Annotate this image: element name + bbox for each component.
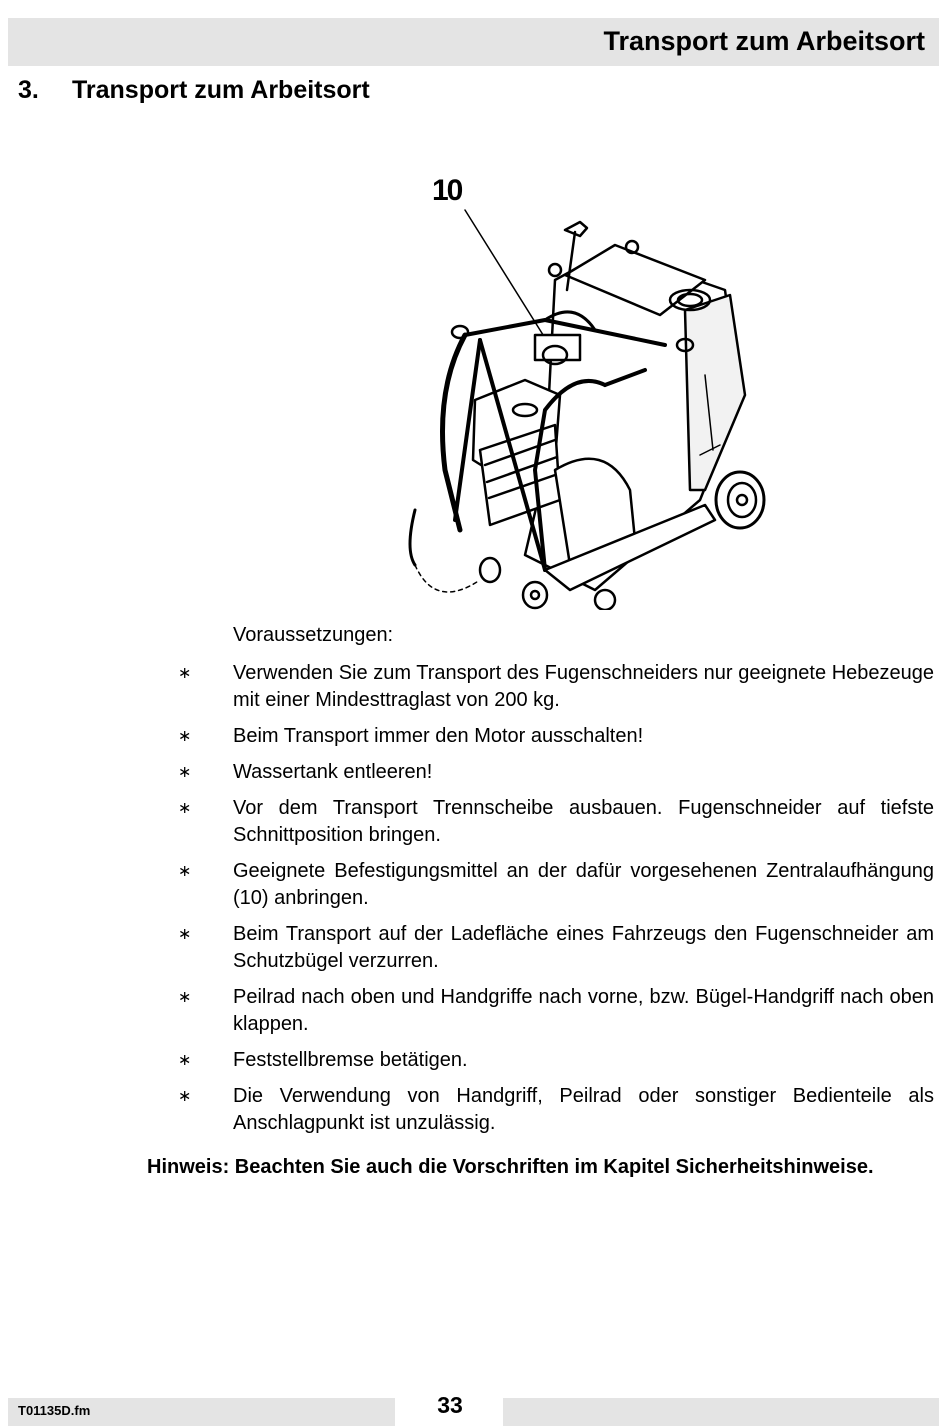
list-item xyxy=(178,723,934,750)
list-item-text: Die Verwendung von Handgriff, Peilrad oder sonstiger Bedienteile als Anschlagpunkt ist unzulässig. xyxy=(233,1085,934,1134)
list-item xyxy=(178,858,934,912)
list-item xyxy=(178,759,934,786)
bullet-asterisk: ∗ xyxy=(178,665,192,682)
list-item xyxy=(178,1083,934,1137)
bullet-asterisk: ∗ xyxy=(178,926,192,943)
list-item xyxy=(178,660,934,714)
prerequisites-list xyxy=(178,660,934,1146)
list-item-text: Feststellbremse betätigen. xyxy=(233,1049,468,1071)
bullet-asterisk: ∗ xyxy=(178,989,192,1006)
joint-cutter-illustration xyxy=(395,170,795,610)
list-item-text: Vor dem Transport Trennscheibe ausbauen. Fugenschneider auf tiefste Schnittposition bringen. xyxy=(233,797,934,846)
list-item-text: Beim Transport immer den Motor ausschalten! xyxy=(233,725,644,747)
bullet-asterisk: ∗ xyxy=(178,863,192,880)
bullet-asterisk: ∗ xyxy=(178,764,192,781)
footer-filename: T01135D.fm xyxy=(18,1403,91,1418)
bullet-asterisk: ∗ xyxy=(178,728,192,745)
figure-callout-label: 10 xyxy=(432,174,462,207)
list-item-text: Peilrad nach oben und Handgriffe nach vorne, bzw. Bügel-Handgriff nach oben klappen. xyxy=(233,986,934,1035)
header-title: Transport zum Arbeitsort xyxy=(603,26,925,56)
list-item xyxy=(178,921,934,975)
hint-note: Hinweis: Beachten Sie auch die Vorschriften im Kapitel Sicherheitshinweise. xyxy=(147,1156,874,1178)
bullet-asterisk: ∗ xyxy=(178,800,192,817)
section-heading xyxy=(18,76,370,105)
list-item-text: Wassertank entleeren! xyxy=(233,761,433,783)
page-number: 33 xyxy=(437,1392,463,1418)
prerequisites-label: Voraussetzungen: xyxy=(233,624,394,646)
list-item-text: Beim Transport auf der Ladefläche eines Fahrzeugs den Fugenschneider am Schutzbügel verzurren. xyxy=(233,923,934,972)
list-item xyxy=(178,1047,934,1074)
list-item xyxy=(178,795,934,849)
bullet-asterisk: ∗ xyxy=(178,1052,192,1069)
list-item-text: Geeignete Befestigungsmittel an der dafür vorgesehenen Zentralaufhängung (10) anbringen. xyxy=(233,860,934,909)
section-number: 3. xyxy=(18,76,39,104)
list-item-text: Verwenden Sie zum Transport des Fugenschneiders nur geeignete Hebezeuge mit einer Mindesttraglast von 200 kg. xyxy=(233,662,934,711)
bullet-asterisk: ∗ xyxy=(178,1088,192,1105)
section-title: Transport zum Arbeitsort xyxy=(72,76,370,104)
header-bar xyxy=(8,18,939,66)
footer-bar-right xyxy=(503,1398,939,1426)
list-item xyxy=(178,984,934,1038)
